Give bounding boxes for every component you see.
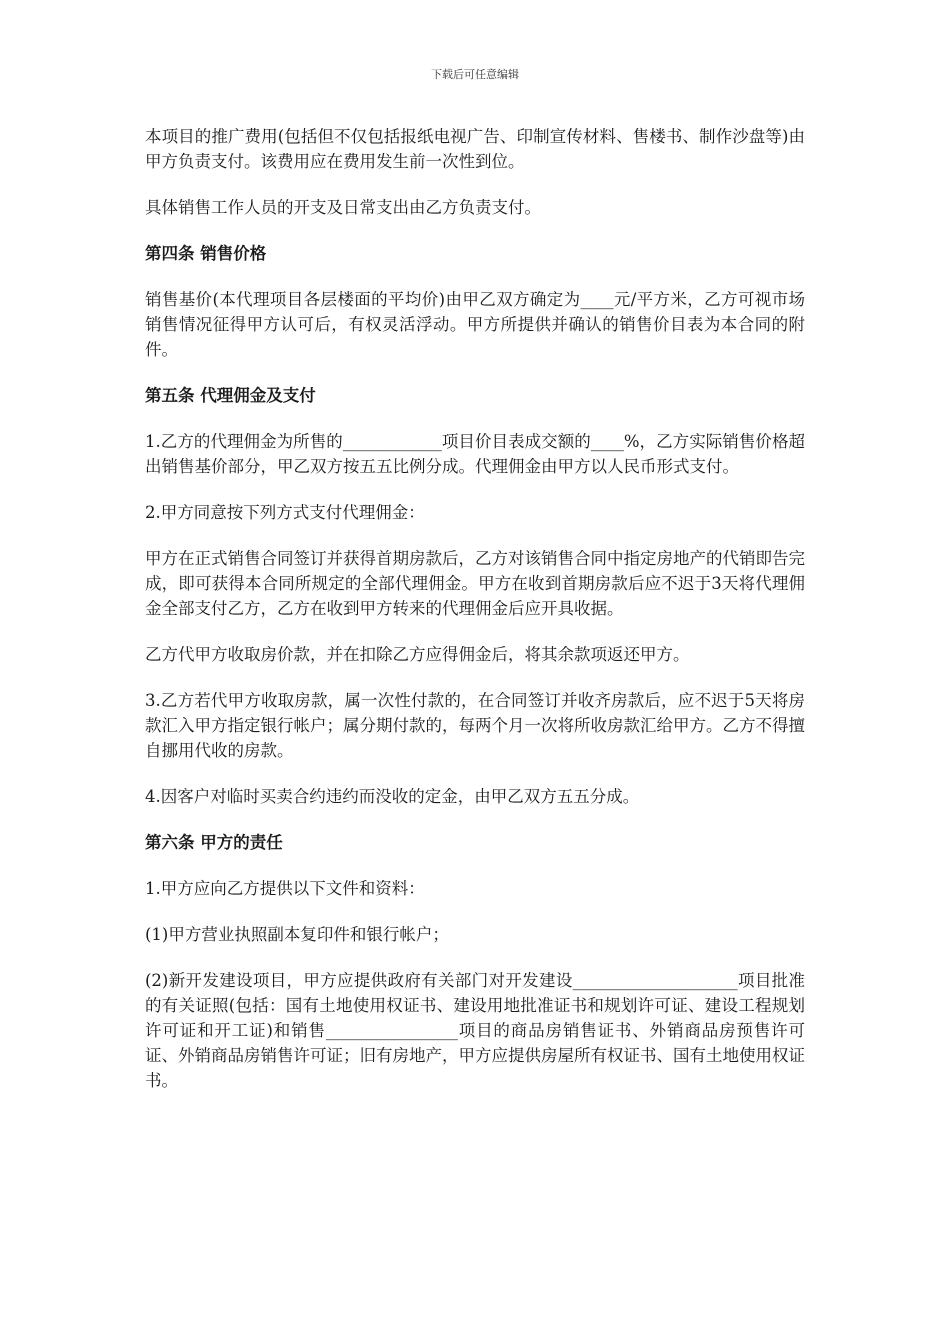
paragraph-remittance: 3.乙方若代甲方收取房款，属一次性付款的，在合同签订并收齐房款后，应不迟于5天将房款汇入甲方指定银行帐户；属分期付款的，每两个月一次将所收房款汇给甲方。乙方不得擅自挪用代收的房款。: [145, 691, 805, 760]
paragraph-promotion-fees: 本项目的推广费用(包括但不仅包括报纸电视广告、印制宣传材料、售楼书、制作沙盘等)由甲方负责支付。该费用应在费用发生前一次性到位。: [145, 127, 805, 171]
article-5-heading: 第五条 代理佣金及支付: [145, 386, 316, 405]
document-body: [145, 124, 805, 1114]
paragraph-commission-rate: 1.乙方的代理佣金为所售的____________项目价目表成交额的____%，乙方实际销售价格超出销售基价部分，甲乙双方按五五比例分成。代理佣金由甲方以人民币形式支付。: [145, 432, 805, 476]
page-header: 下载后可任意编辑: [431, 68, 519, 81]
paragraph-project-permits: (2)新开发建设项目，甲方应提供政府有关部门对开发建设____________________项目批准的有关证照(包括：国有土地使用权证书、建设用地批准证书和规划许可证、建设工程规划许可证和开工证)和销售________________项目的商品房销售证书、外销商品房预售许可证、外销商品房销售许可证；旧有房地产，甲方应提供房屋所有权证书、国有土地使用权证书。: [145, 971, 805, 1090]
paragraph-staff-expenses: 具体销售工作人员的开支及日常支出由乙方负责支付。: [145, 198, 541, 217]
paragraph-collection: 乙方代甲方收取房价款，并在扣除乙方应得佣金后，将其余款项返还甲方。: [145, 645, 690, 664]
paragraph-deposit-split: 4.因客户对临时买卖合约违约而没收的定金，由甲乙双方五五分成。: [145, 787, 640, 806]
paragraph-documents-intro: 1.甲方应向乙方提供以下文件和资料：: [145, 879, 425, 898]
article-6-heading: 第六条 甲方的责任: [145, 833, 283, 852]
paragraph-base-price: 销售基价(本代理项目各层楼面的平均价)由甲乙双方确定为____元/平方米，乙方可视市场销售情况征得甲方认可后，有权灵活浮动。甲方所提供并确认的销售价目表为本合同的附件。: [145, 290, 805, 359]
paragraph-business-license: (1)甲方营业执照副本复印件和银行帐户；: [145, 925, 449, 944]
article-4-heading: 第四条 销售价格: [145, 244, 267, 263]
paragraph-commission-payment: 甲方在正式销售合同签订并获得首期房款后，乙方对该销售合同中指定房地产的代销即告完成，即可获得本合同所规定的全部代理佣金。甲方在收到首期房款后应不迟于3天将代理佣金全部支付乙方，乙方在收到甲方转来的代理佣金后应开具收据。: [145, 549, 805, 618]
paragraph-payment-method: 2.甲方同意按下列方式支付代理佣金：: [145, 503, 425, 522]
